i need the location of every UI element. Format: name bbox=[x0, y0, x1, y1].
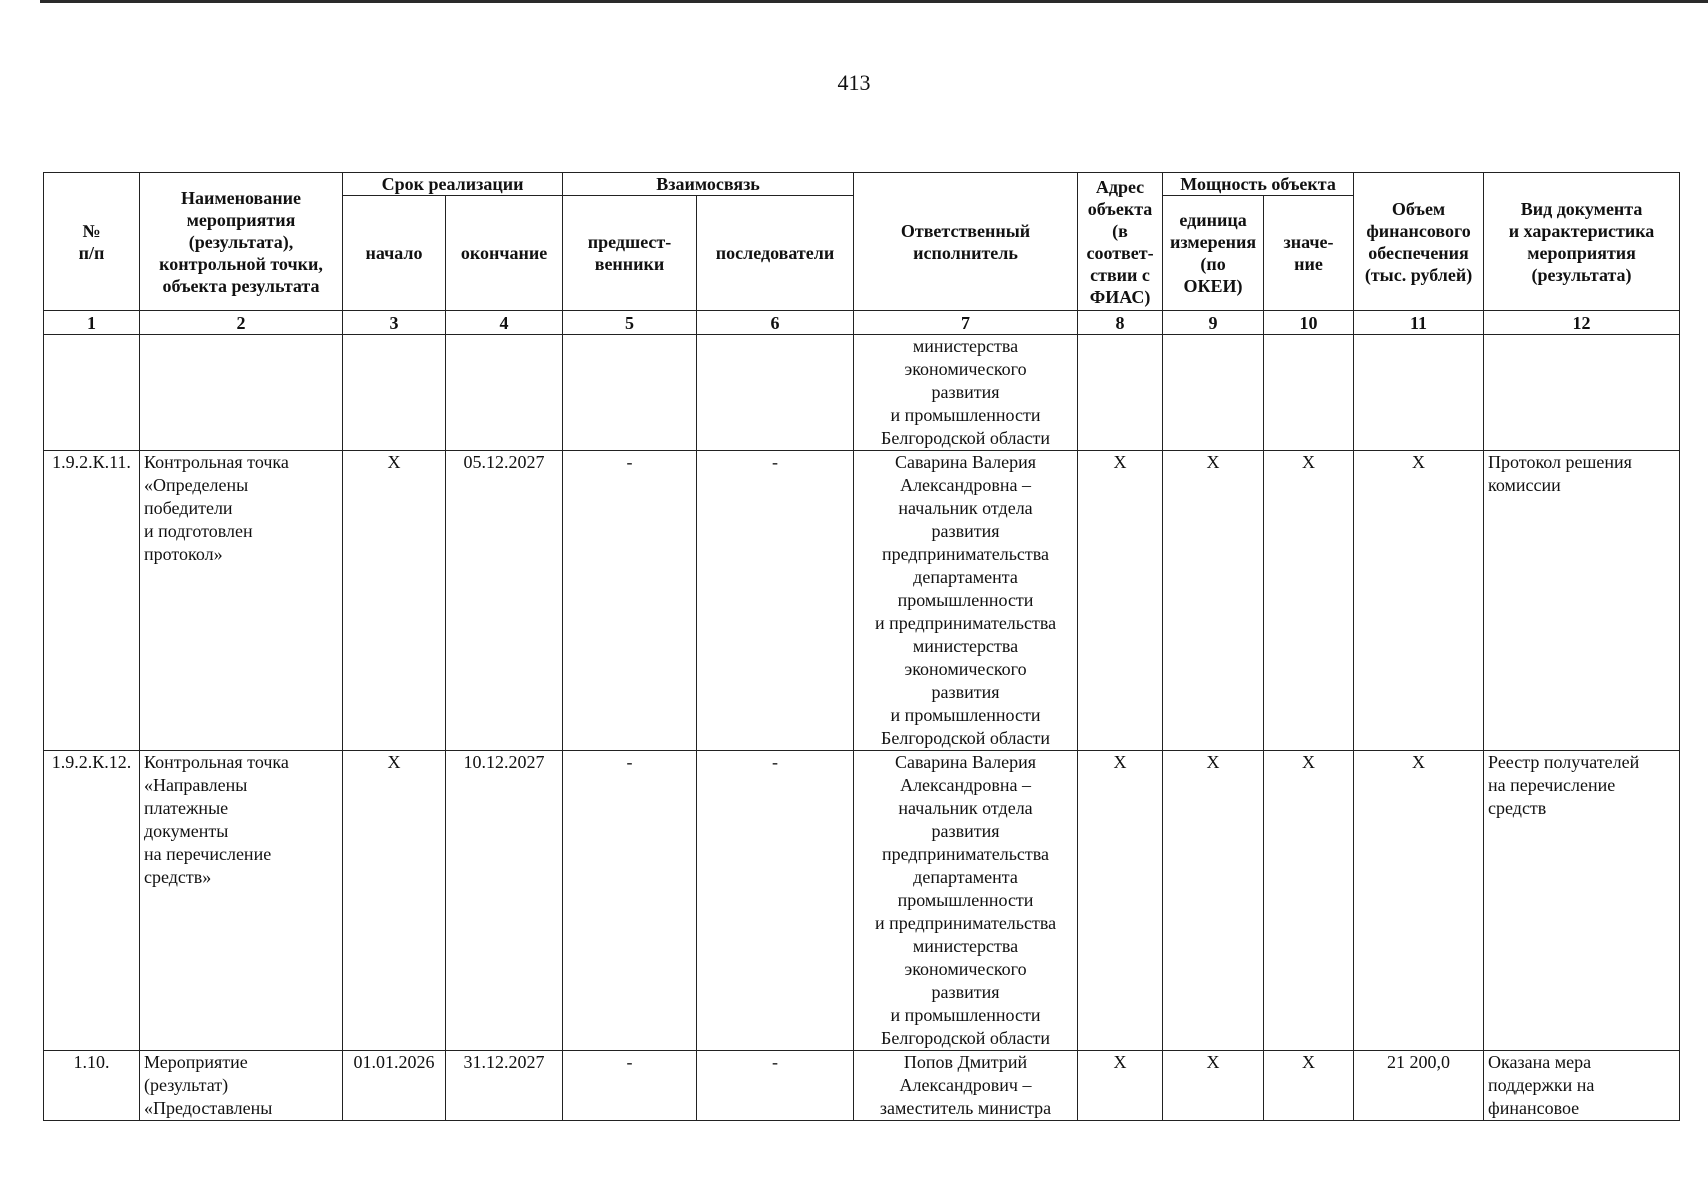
header-name: Наименование мероприятия (результата), контрольной точки, объекта результата bbox=[140, 173, 343, 311]
cell-funding: X bbox=[1354, 451, 1484, 751]
column-number: 8 bbox=[1078, 311, 1163, 335]
header-document: Вид документа и характеристика мероприятия (результата) bbox=[1484, 173, 1680, 311]
cell-unit: X bbox=[1163, 451, 1264, 751]
column-number: 11 bbox=[1354, 311, 1484, 335]
table-row bbox=[44, 751, 1680, 1051]
cell-number: 1.9.2.К.11. bbox=[44, 451, 140, 751]
cell-unit bbox=[1163, 335, 1264, 451]
cell-end: 31.12.2027 bbox=[446, 1051, 563, 1121]
cell-successors bbox=[697, 335, 854, 451]
header-executor: Ответственный исполнитель bbox=[854, 173, 1078, 311]
header-predecessors: предшест- венники bbox=[563, 196, 697, 311]
cell-funding bbox=[1354, 335, 1484, 451]
cell-document bbox=[1484, 335, 1680, 451]
header-relation-group: Взаимосвязь bbox=[563, 173, 854, 196]
cell-funding: X bbox=[1354, 751, 1484, 1051]
cell-funding: 21 200,0 bbox=[1354, 1051, 1484, 1121]
cell-start: X bbox=[343, 751, 446, 1051]
cell-executor: Попов Дмитрий Александрович – заместитель министра bbox=[854, 1051, 1078, 1121]
cell-successors: - bbox=[697, 751, 854, 1051]
table-row bbox=[44, 335, 1680, 451]
header-funding: Объем финансового обеспечения (тыс. рублей) bbox=[1354, 173, 1484, 311]
cell-predecessors: - bbox=[563, 451, 697, 751]
header-capacity-group: Мощность объекта bbox=[1163, 173, 1354, 196]
column-number: 6 bbox=[697, 311, 854, 335]
header-successors: последователи bbox=[697, 196, 854, 311]
cell-start: 01.01.2026 bbox=[343, 1051, 446, 1121]
cell-name bbox=[140, 335, 343, 451]
header-period-group: Срок реализации bbox=[343, 173, 563, 196]
cell-executor: Саварина Валерия Александровна – начальник отдела развития предпринимательства департамента промышленности и предпринимательства министерства экономического развития и промышленности Белгородской области bbox=[854, 451, 1078, 751]
column-number: 4 bbox=[446, 311, 563, 335]
cell-document: Протокол решения комиссии bbox=[1484, 451, 1680, 751]
cell-end: 10.12.2027 bbox=[446, 751, 563, 1051]
cell-executor: Саварина Валерия Александровна – начальник отдела развития предпринимательства департамента промышленности и предпринимательства министерства экономического развития и промышленности Белгородской области bbox=[854, 751, 1078, 1051]
column-number: 7 bbox=[854, 311, 1078, 335]
page-number: 413 bbox=[837, 70, 871, 95]
cell-predecessors bbox=[563, 335, 697, 451]
table-row bbox=[44, 451, 1680, 751]
cell-value: X bbox=[1264, 1051, 1354, 1121]
column-number: 10 bbox=[1264, 311, 1354, 335]
plan-table bbox=[43, 172, 1680, 1121]
cell-value: X bbox=[1264, 751, 1354, 1051]
cell-executor: министерства экономического развития и промышленности Белгородской области bbox=[854, 335, 1078, 451]
header-unit: единица измерения (по ОКЕИ) bbox=[1163, 196, 1264, 311]
cell-address: X bbox=[1078, 1051, 1163, 1121]
cell-number: 1.10. bbox=[44, 1051, 140, 1121]
cell-end: 05.12.2027 bbox=[446, 451, 563, 751]
cell-unit: X bbox=[1163, 751, 1264, 1051]
cell-document: Реестр получателей на перечисление средств bbox=[1484, 751, 1680, 1051]
column-number: 1 bbox=[44, 311, 140, 335]
cell-unit: X bbox=[1163, 1051, 1264, 1121]
cell-predecessors: - bbox=[563, 1051, 697, 1121]
cell-start bbox=[343, 335, 446, 451]
cell-value bbox=[1264, 335, 1354, 451]
column-number: 2 bbox=[140, 311, 343, 335]
header-value: значе- ние bbox=[1264, 196, 1354, 311]
cell-number: 1.9.2.К.12. bbox=[44, 751, 140, 1051]
cell-address: X bbox=[1078, 451, 1163, 751]
cell-address: X bbox=[1078, 751, 1163, 1051]
cell-predecessors: - bbox=[563, 751, 697, 1051]
table-row bbox=[44, 1051, 1680, 1121]
cell-end bbox=[446, 335, 563, 451]
cell-name: Контрольная точка «Определены победители и подготовлен протокол» bbox=[140, 451, 343, 751]
header-number: № п/п bbox=[44, 173, 140, 311]
top-border-line bbox=[40, 0, 1708, 3]
column-number: 3 bbox=[343, 311, 446, 335]
header-start: начало bbox=[343, 196, 446, 311]
column-number: 9 bbox=[1163, 311, 1264, 335]
header-end: окончание bbox=[446, 196, 563, 311]
column-number: 12 bbox=[1484, 311, 1680, 335]
cell-name: Мероприятие (результат) «Предоставлены bbox=[140, 1051, 343, 1121]
cell-successors: - bbox=[697, 451, 854, 751]
column-number: 5 bbox=[563, 311, 697, 335]
cell-address bbox=[1078, 335, 1163, 451]
cell-name: Контрольная точка «Направлены платежные документы на перечисление средств» bbox=[140, 751, 343, 1051]
cell-document: Оказана мера поддержки на финансовое bbox=[1484, 1051, 1680, 1121]
cell-start: X bbox=[343, 451, 446, 751]
header-address: Адрес объекта (в соответ- ствии с ФИАС) bbox=[1078, 173, 1163, 311]
cell-number bbox=[44, 335, 140, 451]
cell-successors: - bbox=[697, 1051, 854, 1121]
cell-value: X bbox=[1264, 451, 1354, 751]
